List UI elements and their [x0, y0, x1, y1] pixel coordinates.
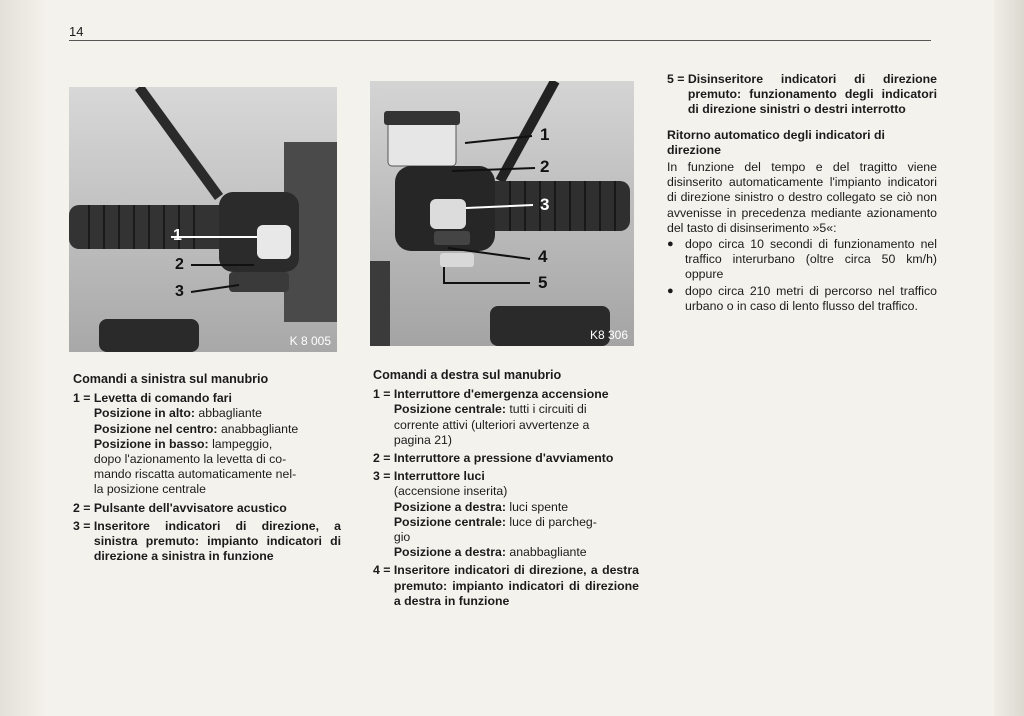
item-line: Posizione centrale: luce di parcheg- — [393, 514, 597, 529]
callout-1: 1 — [173, 227, 182, 244]
item-number: 2 = — [373, 451, 394, 466]
figure-code: K 8 005 — [289, 334, 331, 348]
item-line: (accensione inserita) — [393, 484, 508, 499]
left-handlebar-illustration — [69, 87, 337, 352]
middle-caption: Comandi a destra sul manubrio — [373, 368, 562, 382]
page-edge-shadow — [994, 0, 1024, 716]
page-number: 14 — [69, 24, 84, 39]
bullet-item — [667, 237, 937, 283]
item-title: Interruttore luci — [393, 469, 485, 484]
list-item — [667, 72, 937, 118]
callout-2: 2 — [540, 157, 550, 176]
item-line: Posizione in alto: abbagliante — [93, 406, 262, 421]
list-item — [373, 387, 639, 448]
item-line: Posizione a destra: anabbagliante — [393, 545, 587, 560]
list-item — [373, 563, 639, 609]
item-number: 3 = — [373, 469, 394, 484]
item-number: 2 = — [73, 500, 94, 515]
page-binding-shadow — [0, 0, 48, 716]
item-line: mando riscatta automaticamente nel- — [93, 467, 297, 482]
item-title: Levetta di comando fari — [93, 391, 232, 406]
list-item — [73, 519, 341, 565]
right-handlebar-illustration — [370, 81, 634, 346]
item-number: 1 = — [373, 387, 394, 402]
item-line: corrente attivi (ulteriori avvertenze a — [393, 417, 590, 432]
section-heading: Ritorno automatico degli indicatori di direzione — [667, 127, 885, 157]
item-number: 5 = — [667, 72, 688, 86]
callout-4: 4 — [538, 247, 548, 266]
bullet-text: dopo circa 210 metri di percorso nel traffico urbano o in caso di lento flusso del traffico. — [685, 283, 937, 313]
item-line: gio — [393, 530, 411, 545]
item-title: Inseritore indicatori di direzione, a destra premuto: impianto indicatori di direzione a destra in funzione — [393, 563, 639, 608]
list-item — [373, 469, 639, 560]
item-line: Posizione in basso: lampeggio, — [93, 436, 273, 451]
item-title: Inseritore indicatori di direzione, a sinistra premuto: impianto indicatori di direzione a sinistra in funzione — [93, 518, 341, 564]
left-text-column — [73, 372, 341, 564]
item-number: 3 = — [73, 518, 94, 533]
item-title: Interruttore a pressione d'avviamento — [393, 451, 614, 466]
bullet-item — [667, 284, 937, 314]
item-line: la posizione centrale — [93, 482, 206, 497]
callout-1: 1 — [540, 125, 550, 144]
bullet-dot-icon: ● — [667, 238, 674, 251]
header-rule — [69, 40, 931, 41]
item-title: Interruttore d'emergenza accensione — [393, 387, 609, 402]
right-text-column — [667, 72, 937, 315]
item-number: 4 = — [373, 563, 394, 578]
list-item — [73, 391, 341, 497]
middle-text-column — [373, 368, 639, 609]
callout-3: 3 — [540, 195, 550, 214]
left-caption: Comandi a sinistra sul manubrio — [73, 372, 269, 386]
item-line: pagina 21) — [393, 432, 452, 447]
bullet-text: dopo circa 10 secondi di funzionamento nel traffico interurbano (oltre circa 50 km/h) oppure — [685, 237, 937, 282]
section-paragraph: In funzione del tempo e del tragitto viene disinserito automaticamente l'impianto indicatori di direzione sinistro o destro collegato se ciò non avvenisse in precedenza mediante azionamento del tasto di disinserimento »5«: — [667, 160, 937, 235]
item-line: Posizione nel centro: anabbagliante — [93, 421, 299, 436]
item-line: Posizione a destra: luci spente — [393, 499, 569, 514]
list-item — [373, 451, 639, 466]
item-title: Disinseritore indicatori di direzione premuto: funzionamento degli indicatori di direzione sinistri o destri interrotto — [687, 72, 937, 117]
callout-2: 2 — [175, 256, 184, 273]
callout-3: 3 — [175, 283, 184, 300]
figure-code: K8 306 — [589, 328, 628, 342]
right-handlebar-photo — [370, 81, 634, 346]
callout-5: 5 — [538, 273, 548, 292]
list-item — [73, 501, 341, 516]
item-number: 1 = — [73, 391, 94, 406]
item-line: dopo l'azionamento la levetta di co- — [93, 452, 287, 467]
left-handlebar-photo — [69, 87, 337, 352]
item-line: Posizione centrale: tutti i circuiti di — [393, 402, 587, 417]
item-title: Pulsante dell'avvisatore acustico — [93, 500, 287, 515]
bullet-dot-icon: ● — [667, 284, 674, 297]
